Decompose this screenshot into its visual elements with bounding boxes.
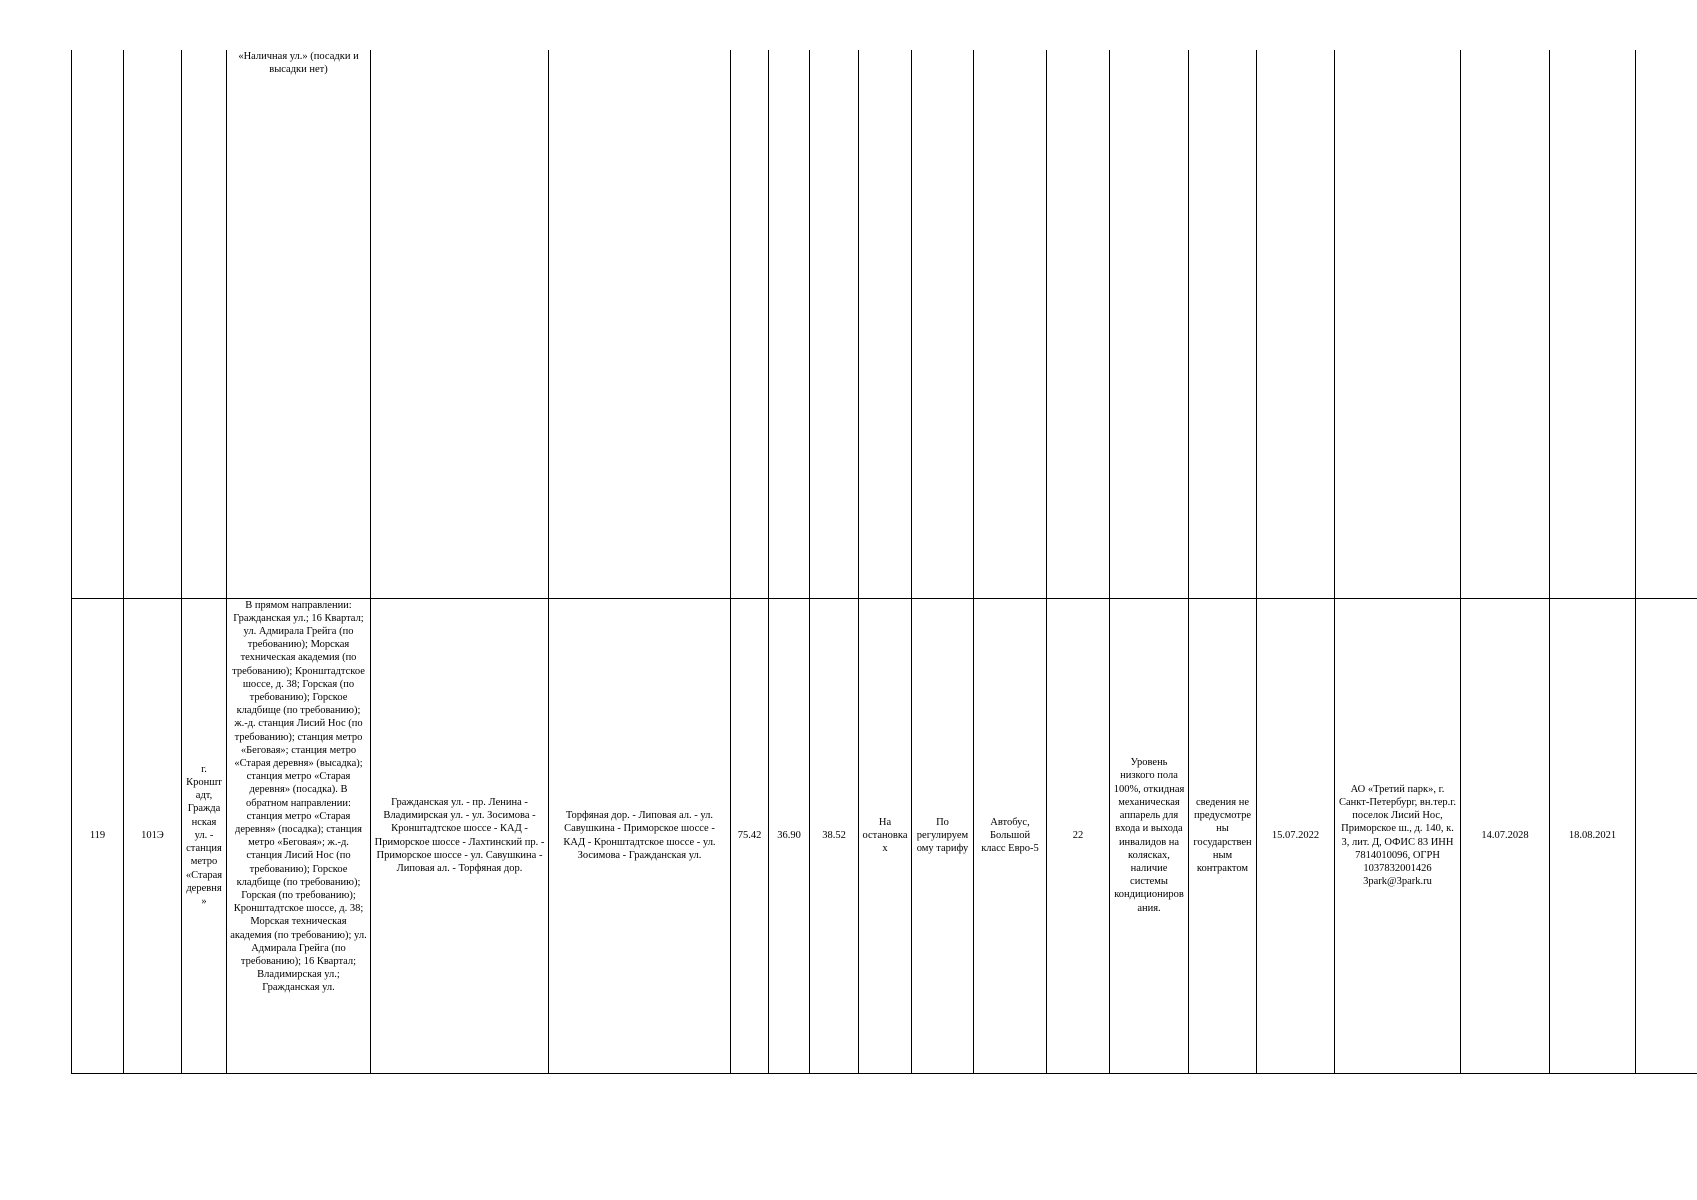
cell-empty	[182, 50, 227, 598]
cell-empty	[731, 50, 769, 598]
cell-empty	[1189, 50, 1257, 598]
cell-length-backward: 36.90	[769, 598, 810, 1073]
cell-route-name: г. Кронштадт, Гражданская ул. - станция метро «Старая деревня»	[182, 598, 227, 1073]
cell-stops: В прямом направлении: Гражданская ул.; 16 Квартал; ул. Адмирала Грейга (по требованию); Морская техническая академия (по требованию); Кронштадтское шоссе, д. 38; Горская (по требованию); Горское кладбище (по требованию); ж.-д. станция Лисий Нос (по требованию); станция метро «Беговая»; станция метро «Старая деревня» (высадка); станция метро «Старая деревня» (посадка). В обратном направлении: станция метро «Старая деревня» (посадка); станция метро «Беговая»; ж.-д. станция Лисий Нос (по требованию); Горское кладбище (по требованию); Горская (по требованию); Кронштадтское шоссе, д. 38; Морская техническая академия (по требованию); ул. Адмирала Грейга (по требованию); 16 Квартал; Владимирская ул.; Гражданская ул.	[227, 598, 371, 1073]
cell-vehicle: Автобус, Большой класс Евро-5	[974, 598, 1047, 1073]
cell-empty	[371, 50, 549, 598]
cell-empty	[769, 50, 810, 598]
cell-number: 119	[72, 598, 124, 1073]
cell-carrier: АО «Третий парк», г. Санкт-Петербург, вн.тер.г. поселок Лисий Нос, Приморское ш., д. 140, к. 3, лит. Д, ОФИС 83 ИНН 7814010096, ОГРН 1037832001426 3park@3park.ru	[1335, 598, 1461, 1073]
cell-extra	[1636, 598, 1697, 1073]
cell-streets-forward: Гражданская ул. - пр. Ленина - Владимирская ул. - ул. Зосимова - Кронштадтское шоссе - КАД - Приморское шоссе - Лахтинский пр. - Приморское шоссе - ул. Савушкина - Липовая ал. - Торфяная дор.	[371, 598, 549, 1073]
cell-length-total: 38.52	[810, 598, 859, 1073]
cell-vehicle-count: 22	[1047, 598, 1110, 1073]
route-registry-table	[71, 50, 1697, 1074]
table-row	[72, 598, 1697, 1073]
cell-tariff: По регулируемому тарифу	[912, 598, 974, 1073]
cell-empty	[974, 50, 1047, 598]
cell-start-date: 15.07.2022	[1257, 598, 1335, 1073]
cell-length-forward: 75.42	[731, 598, 769, 1073]
cell-characteristics: Уровень низкого пола 100%, откидная механическая аппарель для входа и выхода инвалидов на колясках, наличие системы кондиционирования.	[1110, 598, 1189, 1073]
table-row	[72, 50, 1697, 598]
cell-empty	[1257, 50, 1335, 598]
cell-route-code: 101Э	[124, 598, 182, 1073]
cell-stops-continued: «Наличная ул.» (посадки и высадки нет)	[227, 50, 371, 598]
cell-contract-info: сведения не предусмотрены государственным контрактом	[1189, 598, 1257, 1073]
cell-empty	[124, 50, 182, 598]
cell-empty	[810, 50, 859, 598]
cell-empty	[1461, 50, 1550, 598]
cell-reg-date: 18.08.2021	[1550, 598, 1636, 1073]
cell-empty	[72, 50, 124, 598]
cell-empty	[1636, 50, 1697, 598]
cell-empty	[549, 50, 731, 598]
cell-empty	[1550, 50, 1636, 598]
cell-empty	[912, 50, 974, 598]
cell-empty	[859, 50, 912, 598]
cell-empty	[1110, 50, 1189, 598]
cell-empty	[1335, 50, 1461, 598]
cell-boarding: На остановках	[859, 598, 912, 1073]
cell-streets-backward: Торфяная дор. - Липовая ал. - ул. Савушкина - Приморское шоссе - КАД - Кронштадтское шоссе - ул. Зосимова - Гражданская ул.	[549, 598, 731, 1073]
cell-end-date: 14.07.2028	[1461, 598, 1550, 1073]
cell-empty	[1047, 50, 1110, 598]
